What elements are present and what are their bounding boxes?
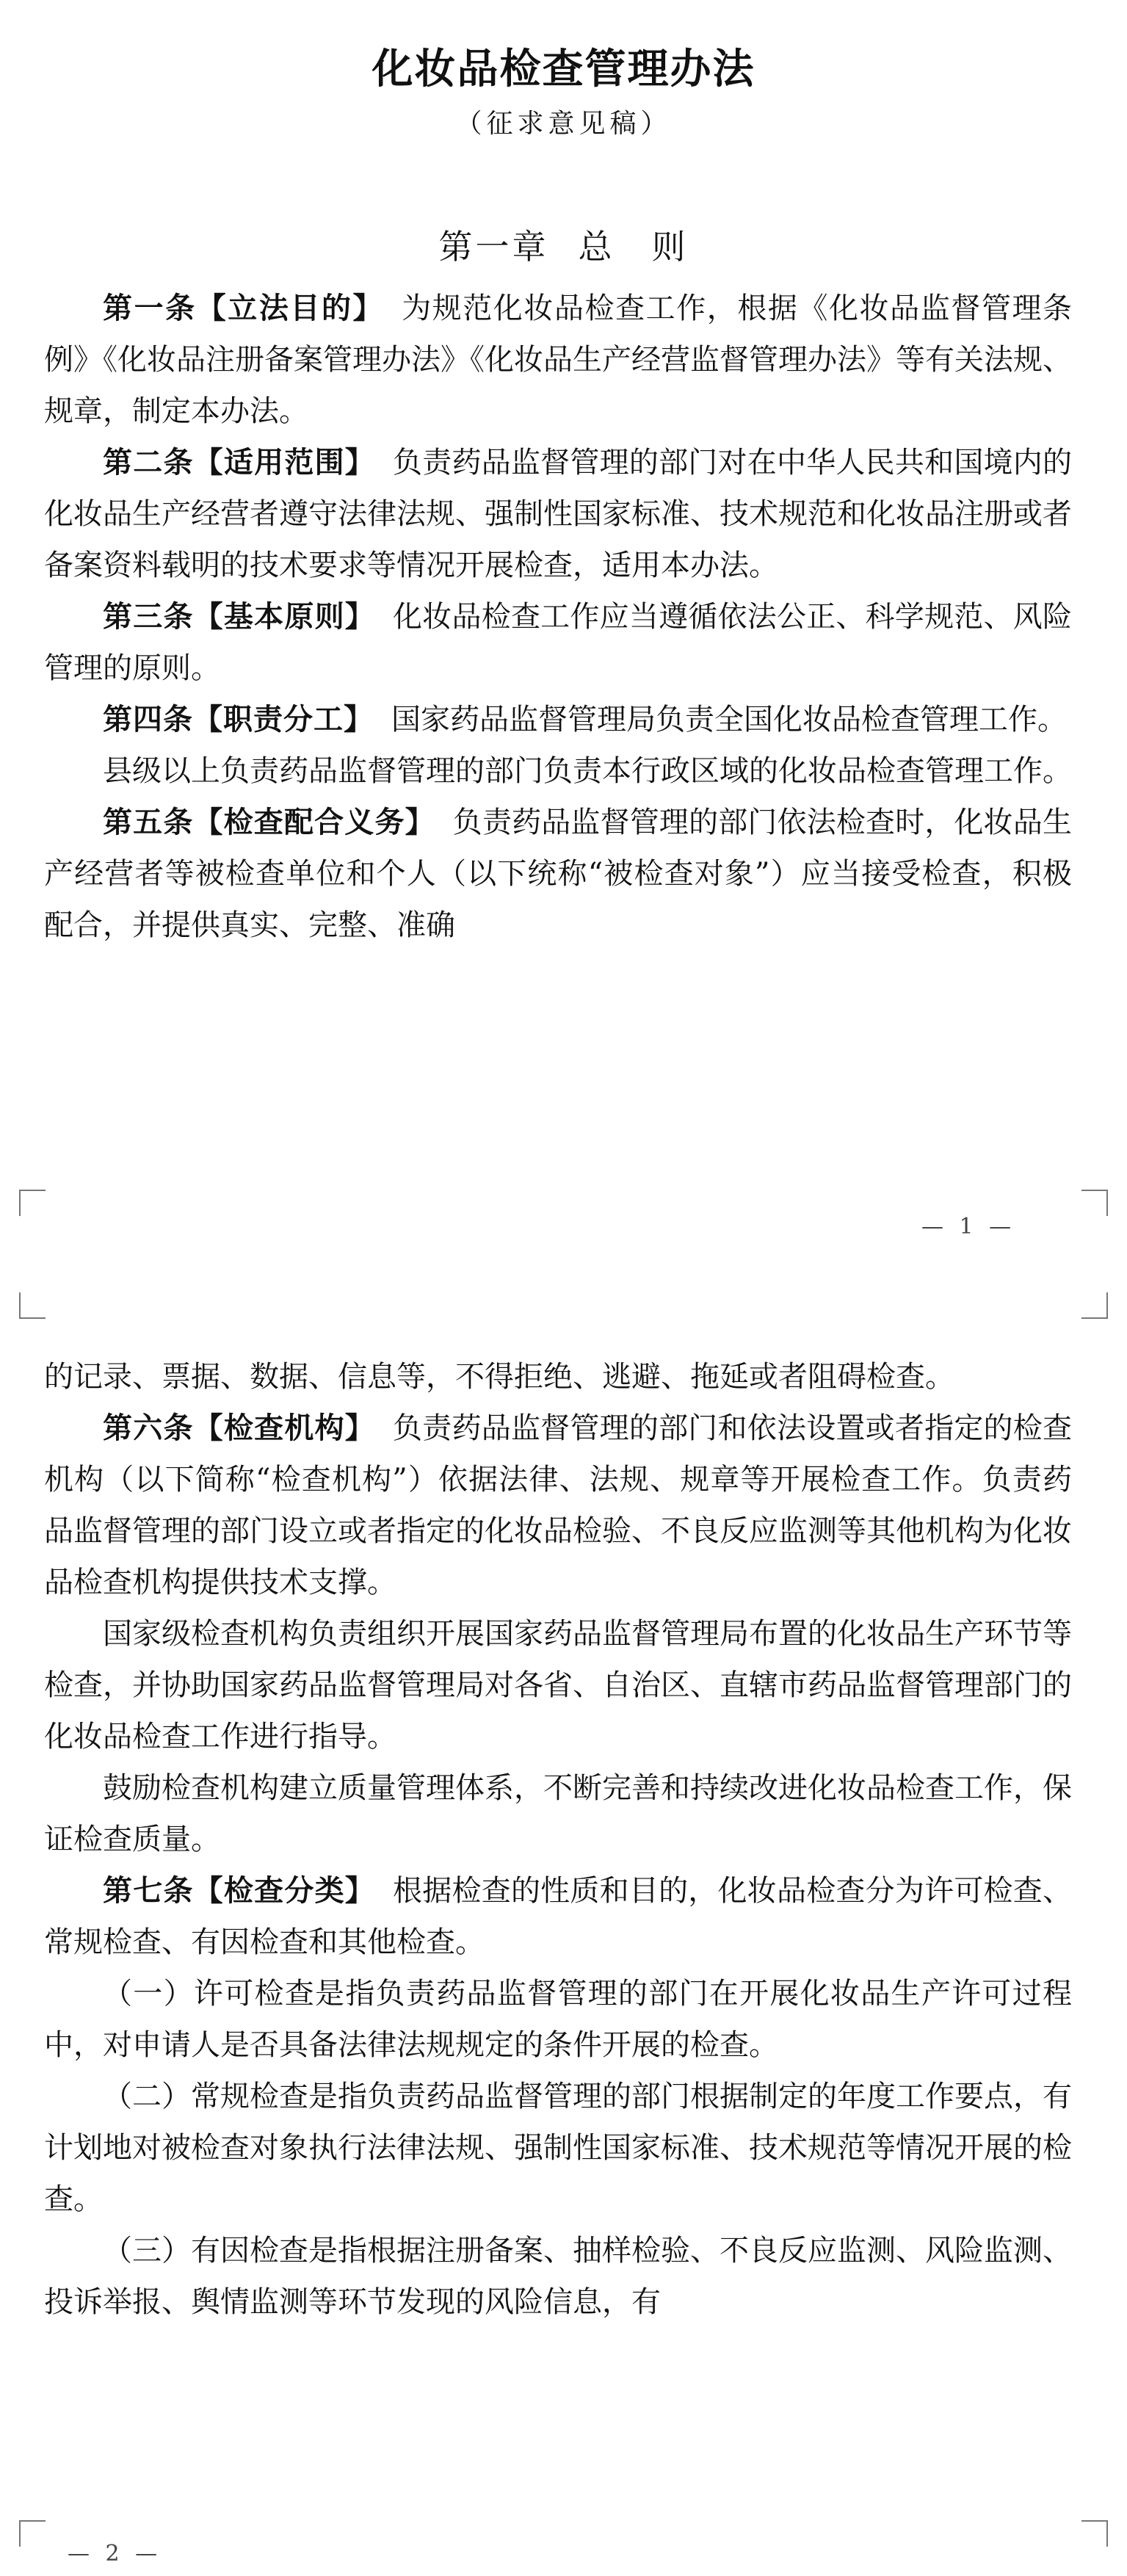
article-paragraph xyxy=(44,2071,1072,2225)
document-subtitle: （征求意见稿） xyxy=(455,109,672,139)
page-break-gap xyxy=(0,1248,1127,1292)
article-heading: 第四条【职责分工】 xyxy=(103,703,374,737)
article-paragraph xyxy=(44,1968,1072,2071)
article-text: 国家药品监督管理局负责全国化妆品检查管理工作。 xyxy=(391,703,1067,737)
article-paragraph xyxy=(44,1403,1072,1608)
article-text: 国家级检查机构负责组织开展国家药品监督管理局布置的化妆品生产环节等检查，并协助国家药品监督管理局对各省、自治区、直辖市药品监督管理部门的化妆品检查工作进行指导。 xyxy=(44,1617,1072,1754)
article-text: 鼓励检查机构建立质量管理体系，不断完善和持续改进化妆品检查工作，保证检查质量。 xyxy=(44,1771,1072,1856)
chapter-number: 第一章 xyxy=(438,227,549,267)
document-page-2 xyxy=(0,1292,1127,2576)
article-heading: 第三条【基本原则】 xyxy=(103,600,376,634)
article-paragraph xyxy=(44,745,1072,797)
article-text: 县级以上负责药品监督管理的部门负责本行政区域的化妆品检查管理工作。 xyxy=(103,754,1072,788)
page-number: — 1 — xyxy=(921,1214,1016,1240)
article-paragraph xyxy=(44,797,1072,951)
article-heading: 第七条【检查分类】 xyxy=(103,1874,376,1908)
document-title: 化妆品检查管理办法 xyxy=(372,46,755,93)
article-text: （三）有因检查是指根据注册备案、抽样检验、不良反应监测、风险监测、投诉举报、舆情监测等环节发现的风险信息，有 xyxy=(44,2234,1072,2319)
article-text: 化妆品检查工作应当遵循依法公正、科学规范、风险管理的原则。 xyxy=(44,600,1073,685)
page-corner-mark xyxy=(1081,1292,1108,1319)
article-paragraph xyxy=(44,1762,1072,1865)
article-text: 负责药品监督管理的部门和依法设置或者指定的检查机构（以下简称“检查机构”）依据法律、法规、规章等开展检查工作。负责药品监督管理的部门设立或者指定的化妆品检验、不良反应监测等其他机构为化妆品检查机构提供技术支撑。 xyxy=(44,1411,1073,1599)
page-corner-mark xyxy=(1081,1190,1108,1216)
article-text: 负责药品监督管理的部门依法检查时，化妆品生产经营者等被检查单位和个人（以下统称“被检查对象”）应当接受检查，积极配合，并提供真实、完整、准确 xyxy=(44,806,1073,942)
page-corner-mark xyxy=(1081,2520,1108,2547)
chapter-heading xyxy=(0,220,1127,269)
article-paragraph xyxy=(44,437,1072,591)
article-text: 为规范化妆品检查工作，根据《化妆品监督管理条例》《化妆品注册备案管理办法》《化妆品生产经营监督管理办法》等有关法规、规章，制定本办法。 xyxy=(44,292,1073,428)
page-1-body xyxy=(44,283,1072,951)
document-page-1 xyxy=(0,0,1127,1248)
article-text: （二）常规检查是指负责药品监督管理的部门根据制定的年度工作要点，有计划地对被检查对象执行法律法规、强制性国家标准、技术规范等情况开展的检查。 xyxy=(44,2080,1072,2216)
article-paragraph xyxy=(44,591,1072,694)
article-paragraph xyxy=(44,1351,1072,1403)
page-corner-mark xyxy=(19,1190,46,1216)
article-heading: 第六条【检查机构】 xyxy=(103,1411,376,1445)
article-paragraph xyxy=(44,2225,1072,2328)
article-text: （一）许可检查是指负责药品监督管理的部门在开展化妆品生产许可过程中，对申请人是否具备法律法规规定的条件开展的检查。 xyxy=(44,1977,1072,2062)
chapter-name: 总 则 xyxy=(578,227,689,267)
article-paragraph xyxy=(44,1608,1072,1762)
page-corner-mark xyxy=(19,2520,46,2547)
article-paragraph xyxy=(44,283,1072,437)
article-heading: 第一条【立法目的】 xyxy=(103,292,385,325)
article-heading: 第二条【适用范围】 xyxy=(103,446,376,480)
article-heading: 第五条【检查配合义务】 xyxy=(103,806,435,839)
article-text: 的记录、票据、数据、信息等，不得拒绝、逃避、拖延或者阻碍检查。 xyxy=(44,1360,954,1394)
page-corner-mark xyxy=(19,1292,46,1319)
article-text: 负责药品监督管理的部门对在中华人民共和国境内的化妆品生产经营者遵守法律法规、强制性国家标准、技术规范和化妆品注册或者备案资料载明的技术要求等情况开展检查，适用本办法。 xyxy=(44,446,1073,582)
article-text: 根据检查的性质和目的，化妆品检查分为许可检查、常规检查、有因检查和其他检查。 xyxy=(44,1874,1073,1959)
page-2-body xyxy=(44,1351,1072,2328)
page-number: — 2 — xyxy=(68,2541,162,2566)
article-paragraph xyxy=(44,1865,1072,1968)
article-paragraph xyxy=(44,694,1072,745)
